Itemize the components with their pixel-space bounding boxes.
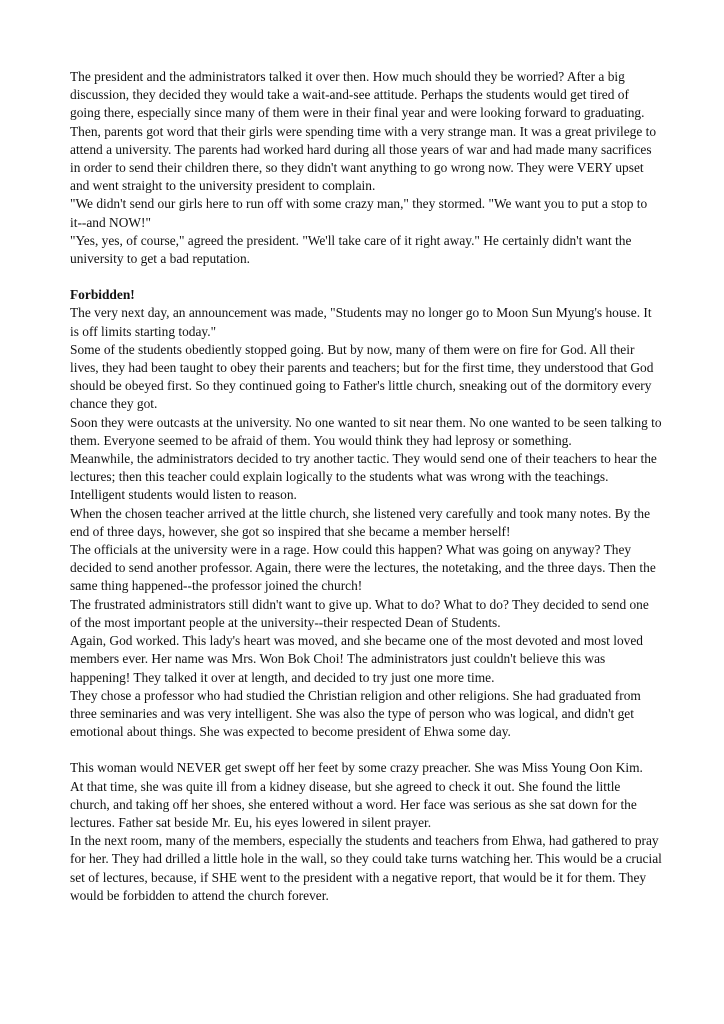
paragraph: Soon they were outcasts at the university. No one wanted to sit near them. No one wanted to be seen talking to them. Everyone seemed to be afraid of them. You would think they had leprosy or something. (70, 414, 662, 448)
paragraph: They chose a professor who had studied the Christian religion and other religions. She had graduated from three seminaries and was very intelligent. She was also the type of person who was logical, and didn't get emotional about things. She was expected to become president of Ehwa some day. (70, 687, 641, 740)
paragraph: When the chosen teacher arrived at the little church, she listened very carefully and took many notes. By the end of three days, however, she got so inspired that she became a member herself! (70, 505, 651, 539)
paragraph-gap (70, 268, 662, 286)
forbidden-section (70, 286, 662, 741)
paragraph: Meanwhile, the administrators decided to try another tactic. They would send one of their teachers to hear the lectures; then this teacher could explain logically to the students what was wrong with the teachings. Intelligent students would listen to reason. (70, 451, 657, 503)
paragraph-gap (70, 741, 662, 759)
paragraph: The president and the administrators talked it over then. How much should they be worried? After a big discussion, they decided they would take a wait-and-see attitude. Perhaps the students would get tired of going there, especially since many of them were in their final year and were looking forward to graduating. (70, 69, 645, 121)
closing-section (70, 759, 662, 905)
document-page (70, 68, 662, 905)
paragraph: "We didn't send our girls here to run off with some crazy man," they stormed. "We want you to put a stop to it--and NOW!" (70, 196, 648, 230)
section-heading: Forbidden! (70, 287, 135, 303)
paragraph: The officials at the university were in a rage. How could this happen? What was going on anyway? They decided to send another professor. Again, there were the lectures, the notetaking, and the three days. Then the same thing happened--the professor joined the church! (70, 542, 656, 594)
paragraph: Again, God worked. This lady's heart was moved, and she became one of the most devoted and most loved members ever. Her name was Mrs. Won Bok Choi! The administrators just couldn't believe this was happening! They talked it over at length, and decided to try just one more time. (70, 633, 643, 685)
paragraph: Then, parents got word that their girls were spending time with a very strange man. It was a great privilege to attend a university. The parents had worked hard during all those years of war and had made many sacrifices in order to send their children there, so they didn't want anything to go wrong now. They were VERY upset and went straight to the university president to complain. (70, 123, 657, 194)
paragraph: This woman would NEVER get swept off her feet by some crazy preacher. She was Miss Young Oon Kim. (70, 760, 643, 776)
paragraph: At that time, she was quite ill from a kidney disease, but she agreed to check it out. She found the little church, and taking off her shoes, she entered without a word. Her face was serious as she sat down for the lectures. Father sat beside Mr. Eu, his eyes lowered in silent prayer. (70, 778, 637, 830)
paragraph: The frustrated administrators still didn't want to give up. What to do? What to do? They decided to send one of the most important people at the university--their respected Dean of Students. (70, 596, 649, 630)
paragraph: The very next day, an announcement was made, "Students may no longer go to Moon Sun Myung's house. It is off limits starting today." (70, 305, 652, 339)
paragraph: In the next room, many of the members, especially the students and teachers from Ehwa, had gathered to pray for her. They had drilled a little hole in the wall, so they could take turns watching her. This would be a crucial set of lectures, because, if SHE went to the president with a negative report, that would be it for them. They would be forbidden to attend the church forever. (70, 833, 662, 903)
opening-section (70, 68, 662, 268)
paragraph: "Yes, yes, of course," agreed the president. "We'll take care of it right away." He certainly didn't want the university to get a bad reputation. (70, 232, 632, 267)
paragraph: Some of the students obediently stopped going. But by now, many of them were on fire for God. All their lives, they had been taught to obey their parents and teachers; but for the first time, they understood that God should be obeyed first. So they continued going to Father's little church, sneaking out of the dormitory every chance they got. (70, 341, 654, 412)
